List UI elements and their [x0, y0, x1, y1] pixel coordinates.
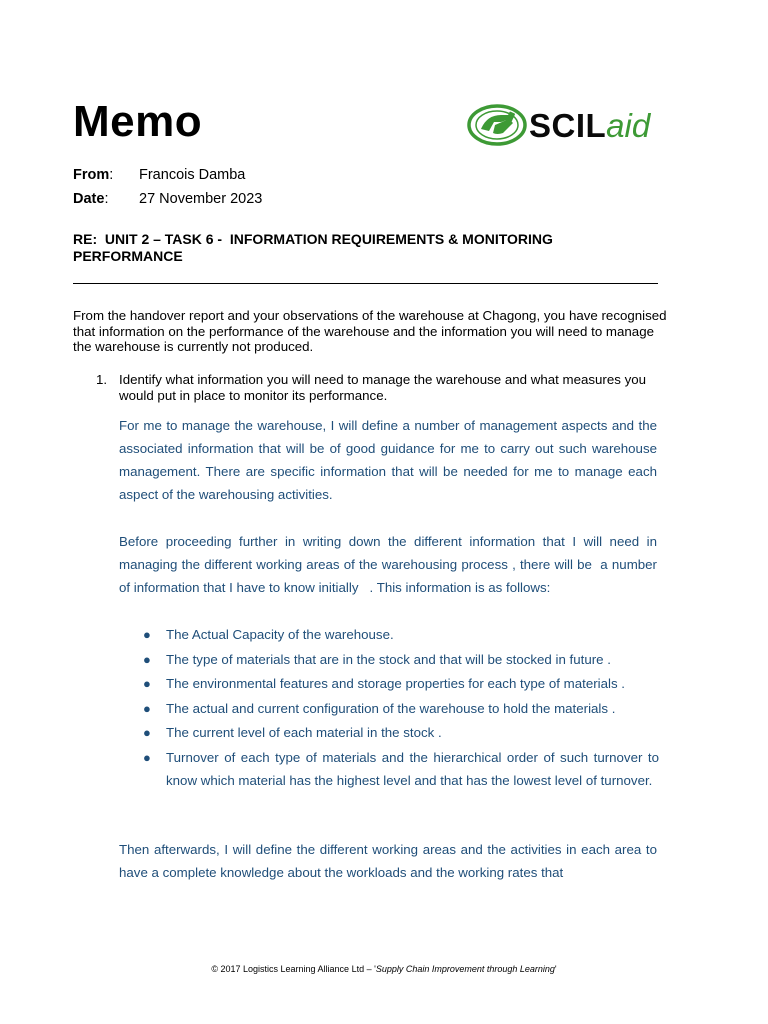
list-item: ● The current level of each material in the stock . — [119, 721, 659, 745]
scilaid-emblem-icon — [467, 103, 527, 147]
header-divider — [73, 283, 658, 284]
date-row: Date: 27 November 2023 — [73, 191, 263, 207]
answer-paragraph-1: For me to manage the warehouse, I will define a number of management aspects and the associated information that will be of good guidance for me to carry out such warehouse management. There are specific information that will be needed for me to manage each aspect of the warehousing activities. — [119, 418, 657, 502]
bullet-icon: ● — [143, 676, 151, 691]
bullet-icon: ● — [143, 700, 151, 716]
bullet-icon: ● — [143, 627, 151, 642]
information-bullet-list — [119, 623, 659, 794]
from-row: From: Francois Damba — [73, 167, 246, 183]
memo-subject-line-1: RE: UNIT 2 – TASK 6 - INFORMATION REQUIREMENTS & MONITORING — [73, 231, 553, 247]
intro-paragraph: From the handover report and your observations of the warehouse at Chagong, you have recognised that information on the performance of the warehouse and the information you will need to manage the warehouse is currently not produced. — [73, 308, 667, 354]
page-footer — [0, 963, 768, 975]
logo-aid-text: aid — [606, 107, 651, 144]
from-label: From — [73, 167, 110, 183]
question-number: 1. — [96, 372, 108, 387]
list-item: ● The type of materials that are in the stock and that will be stocked in future . — [119, 648, 659, 672]
footer-tagline: Supply Chain Improvement through Learning — [375, 964, 555, 974]
bullet-icon: ● — [143, 725, 151, 740]
scilaid-logo — [467, 101, 672, 151]
list-item: ● The environmental features and storage properties for each type of materials . — [119, 672, 659, 696]
logo-scil-text: SCIL — [529, 107, 607, 144]
list-item: ● The actual and current configuration of the warehouse to hold the materials . — [119, 697, 659, 721]
memo-title: Memo — [73, 97, 203, 146]
memo-subject-line-2: PERFORMANCE — [73, 248, 183, 264]
bullet-icon: ● — [143, 749, 151, 765]
footer-end: ' — [554, 964, 557, 974]
bullet-icon: ● — [143, 651, 151, 667]
answer-paragraph-2: Before proceeding further in writing down the different information that I will need in managing the different working areas of the warehousing process , there will be a number of information that I have to know initially . This information is as follows: — [119, 534, 661, 595]
list-item: ● Turnover of each type of materials and the hierarchical order of such turnover to know which material has the highest level and that has the lowest level of turnover. — [119, 746, 659, 793]
date-label: Date — [73, 191, 105, 207]
date-value: 27 November 2023 — [139, 191, 263, 207]
list-item: ● The Actual Capacity of the warehouse. — [119, 623, 659, 647]
question-text: Identify what information you will need to manage the warehouse and what measures you would put in place to monitor its performance. — [119, 372, 647, 403]
memo-subject — [73, 231, 633, 265]
from-value: Francois Damba — [139, 167, 246, 183]
answer-paragraph-3: Then afterwards, I will define the different working areas and the activities in each area to have a complete knowledge about the workloads and the working rates that — [119, 842, 657, 880]
footer-copyright: © 2017 Logistics Learning Alliance Ltd – ' — [211, 964, 376, 974]
